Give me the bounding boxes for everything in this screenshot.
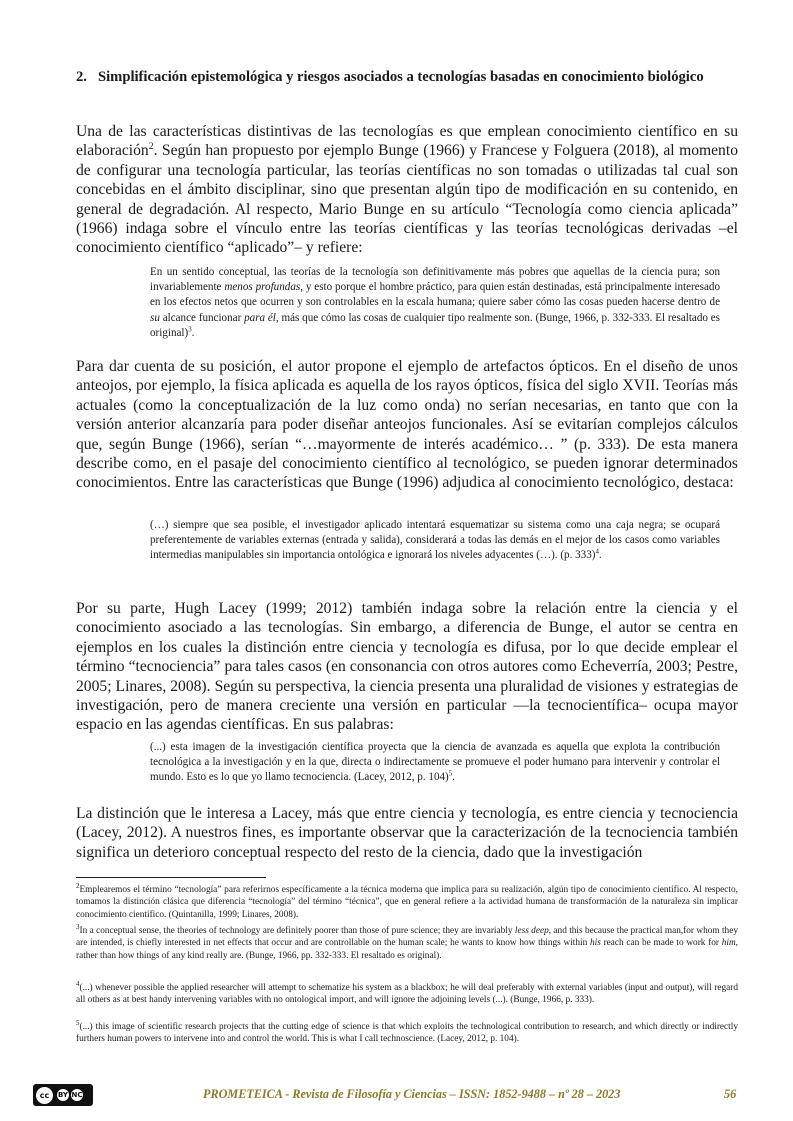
footnote-4: $^4$(...) whenever possible the applied researcher will attempt to schematize his system as a blackbox; he will deal preferably with external variables (input and output), will regard all others as at best handy intervening variables with no ontological import, and will ignore the adjoining levels (...). (Bunge, 1966, p. 333). <box>76 979 738 1006</box>
paragraph-2: Para dar cuenta de su posición, el autor propone el ejemplo de artefactos ópticos. En el diseño de unos anteojos, por ejemplo, la física aplicada es aquella de los rayos ópticos, física del siglo XVII. Teorías más actuales (como la conceptualización de la luz como onda) no serían necesarias, en tanto que con la versión anterior alcanzaría para poder diseñar anteojos funcionales. Así se evitarían complejos cálculos que, según Bunge (1966), serían “…mayormente de interés académico… ” (p. 333). De esta manera describe como, en el pasaje del conocimiento científico al tecnológico, se pueden ignorar determinados conocimientos. Entre las características que Bunge (1996) adjudica al conocimiento tecnológico, destaca: <box>76 358 738 492</box>
footnote-3: $^3$In a conceptual sense, the theories of technology are definitely poorer than those of pure science; they are invariably less deep, and this because the practical man,for whom they are intended, is chiefly interested in net effects that occur and are controllable on the human scale; he wants to know how things within his reach can be made to work for him, rather than how things of any kind really are. (Bunge, 1966, pp. 332-333. El resaltado es original). <box>76 922 738 961</box>
block-quote-2: (…) siempre que sea posible, el investigador aplicado intentará esquematizar su sistema como una caja negra; se ocupará preferentemente de variables externas (entrada y salida), considerará a todas las demás en el mejor de los casos como variables intermedias manipulables sin importancia ontológica e ignorará los niveles adyacentes (…). (p. 333)$^4$. <box>150 519 720 562</box>
footnote-ref-3[interactable]: 3 <box>188 326 192 334</box>
block-quote-3: (...) esta imagen de la investigación científica proyecta que la ciencia de avanzada es aquella que explota la contribución tecnológica a la investigación y en la que, directa o indirectamente se promueve el poder humano para intervenir y controlar el mundo. Esto es lo que yo llamo tecnociencia. (Lacey, 2012, p. 104)$^5$. <box>150 741 720 784</box>
paragraph-4: La distinción que le interesa a Lacey, más que entre ciencia y tecnología, es entre ciencia y tecnociencia (Lacey, 2012). A nuestros fines, es importante observar que la caracterización de la tecnociencia también significa un deterioro conceptual respecto del resto de la ciencia, dado que la investigación <box>76 805 738 861</box>
non-commercial-icon: NC <box>71 1091 83 1099</box>
section-heading <box>76 68 736 86</box>
section-title: Simplificación epistemológica y riesgos asociados a tecnologías basadas en conocimiento biológico <box>98 69 704 85</box>
footnote-ref-5[interactable]: 5 <box>448 770 453 778</box>
page-footer <box>0 1084 793 1108</box>
creative-commons-license-icon[interactable] <box>33 1084 93 1106</box>
by-attribution-icon: BY <box>57 1091 69 1099</box>
cc-icon: cc <box>36 1087 53 1104</box>
footnote-divider <box>76 877 266 878</box>
footnote-ref-2[interactable]: 2 <box>148 141 154 153</box>
paragraph-3: Por su parte, Hugh Lacey (1999; 2012) también indaga sobre la relación entre la ciencia y el conocimiento asociado a las tecnologías. Sin embargo, a diferencia de Bunge, el autor se centra en ejemplos en los cuales la distinción entre ciencia y tecnología es difusa, por lo que decide emplear el término “tecnociencia” para tales casos (en consonancia con otros autores como Echeverría, 2003; Pestre, 2005; Linares, 2008). Según su perspectiva, la ciencia presenta una pluralidad de visiones y estrategias de investigación, pero de manera creciente una versión en particular —la tecnocientífica– ocupa mayor espacio en las agendas científicas. En sus palabras: <box>76 600 738 734</box>
journal-citation: PROMETEICA - Revista de Filosofía y Ciencias – ISSN: 1852-9488 – nº 28 – 2023 <box>203 1087 621 1101</box>
section-number: 2. <box>76 69 87 85</box>
block-quote-1: En un sentido conceptual, las teorías de la tecnología son definitivamente más pobres que aquellas de la ciencia pura; son invariablemente menos profundas, y esto porque el hombre práctico, para quien están destinadas, está principalmente interesado en los efectos netos que ocurren y son controlables en la escala humana; quiere saber cómo las cosas pueden hacerse dentro de su alcance funcionar para él, más que cómo las cosas de cualquier tipo realmente son. (Bunge, 1966, p. 332-333. El resaltado es original)$^3$. <box>150 266 721 339</box>
footnote-2: $^2$Emplearemos el término “tecnología” para referirnos específicamente a la técnica moderna que implica para su realización, algún tipo de conocimiento científico. Al respecto, tomamos la distinción clásica que diferencia “tecnología” del término “técnica”, que en general refiere a la actividad humana de transformación de la naturaleza sin implicar conocimiento científico. (Quintanilla, 1999; Linares, 2008). <box>76 881 738 920</box>
footnote-ref-4[interactable]: 4 <box>595 548 599 556</box>
paragraph-1: Una de las características distintivas de las tecnologías es que emplean conocimiento científico en su elaboración$^2$. Según han propuesto por ejemplo Bunge (1966) y Francese y Folguera (2018), al momento de configurar una tecnología particular, las teorías científicas no son tomadas o utilizadas tal cual son concebidas en el ámbito disciplinar, sino que presentan algún tipo de modificación en su contenido, en general de degradación. Al respecto, Mario Bunge en su artículo “Tecnología como ciencia aplicada” (1966) indaga sobre el vínculo entre las teorías científicas y las teorías tecnológicas derivadas –el conocimiento científico “aplicado”– y refiere: <box>76 123 738 257</box>
footnote-5: $^5$(...) this image of scientific research projects that the cutting edge of science is that which exploits the technological contribution to research, and which directly or indirectly furthers human powers to intervene into and control the world. This is what I call technoscience. (Lacey, 2012, p. 104). <box>76 1018 738 1045</box>
page-number: 56 <box>724 1087 737 1101</box>
